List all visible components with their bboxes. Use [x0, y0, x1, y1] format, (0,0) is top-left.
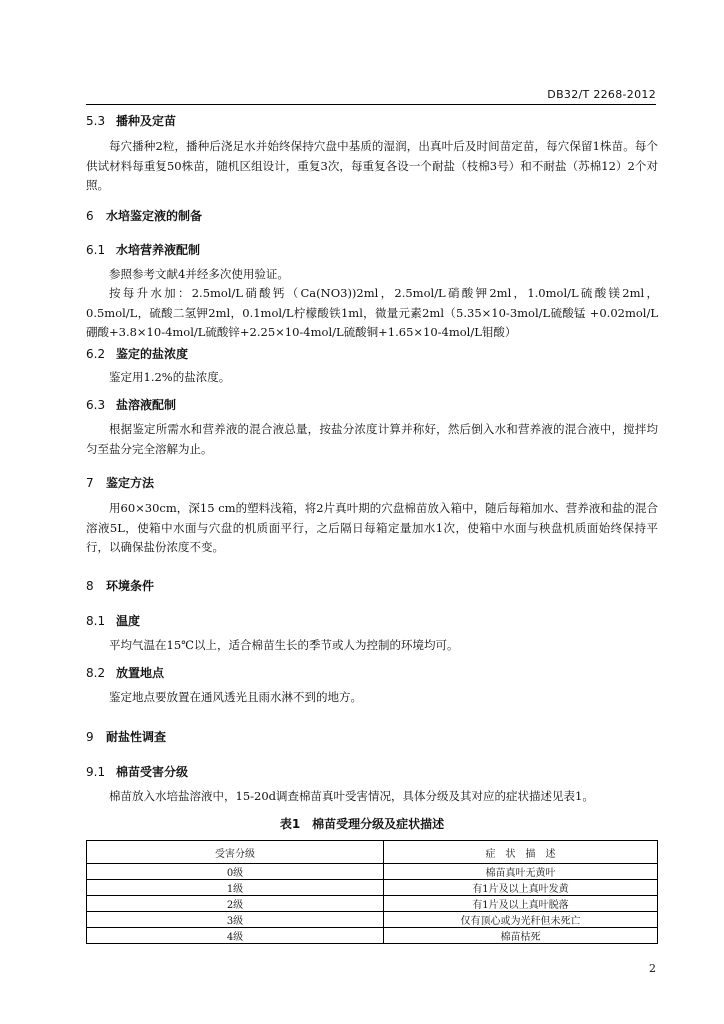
heading-number: 9: [86, 730, 94, 744]
table-cell: 2级: [87, 896, 384, 912]
paragraph-5-3: 每穴播种2粒，播种后浇足水并始终保持穴盘中基质的湿润，出真叶后及时间苗定苗，每穴保留1株苗。每个供试材料每重复50株苗，随机区组设计，重复3次，每重复各设一个耐盐（枝棉3号）和不耐盐（苏棉12）2个对照。: [86, 139, 658, 192]
table-row: [87, 880, 658, 896]
heading-number: 8: [86, 579, 94, 593]
heading-title: 播种及定苗: [116, 114, 177, 128]
heading-title: 鉴定方法: [106, 476, 155, 490]
heading-number: 8.2: [86, 666, 106, 680]
damage-grading-table: [86, 840, 658, 944]
table-cell: 棉苗枯死: [384, 928, 658, 944]
heading-8: [86, 577, 154, 594]
heading-title: 盐溶液配制: [116, 398, 177, 412]
table-header-cell: 症 状 描 述: [384, 841, 658, 864]
table-header-row: [87, 841, 658, 864]
heading-number: 6.1: [86, 243, 106, 257]
heading-5-3: [86, 112, 176, 129]
paragraph-6-3: 根据鉴定所需水和营养液的混合液总量，按盐分浓度计算并称好，然后倒入水和营养液的混合液中，搅拌均匀至盐分完全溶解为止。: [86, 422, 658, 456]
heading-number: 9.1: [86, 765, 106, 779]
heading-number: 6: [86, 209, 94, 223]
paragraph-6-1-b: 按每升水加：2.5mol/L硝酸钙（Ca(NO3))2ml，2.5mol/L硝酸钾2ml，1.0mol/L硫酸镁2ml，0.5mol/L，硫酸二氢钾2ml，0.1mol/L柠檬酸铁1ml，微量元素2ml（5.35×10-3mol/L硫酸锰 +0.02mol/L硼酸+3.8×10-4mol/L硫酸锌+2.25×10-4mol/L硫酸铜+1.65×10-4mol/L钼酸）: [86, 286, 658, 339]
heading-title: 放置地点: [116, 666, 165, 680]
heading-6-2: [86, 345, 188, 362]
table-row: [87, 896, 658, 912]
heading-title: 棉苗受害分级: [116, 765, 189, 779]
table-row: [87, 912, 658, 928]
heading-title: 鉴定的盐浓度: [116, 347, 189, 361]
heading-8-1: [86, 612, 140, 629]
paragraph-6-1-a: 参照参考文献4并经多次使用验证。: [109, 267, 289, 281]
heading-title: 环境条件: [106, 579, 155, 593]
heading-8-2: [86, 664, 164, 681]
heading-number: 8.1: [86, 614, 106, 628]
heading-6: [86, 207, 202, 224]
table-cell: 0级: [87, 864, 384, 880]
page-number: 2: [649, 962, 656, 975]
table-row: [87, 928, 658, 944]
paragraph-7: 用60×30cm，深15 cm的塑料浅箱，将2片真叶期的穴盘棉苗放入箱中，随后每箱加水、营养液和盐的混合溶液5L，使箱中水面与穴盘的机质面平行，之后隔日每箱定量加水1次，使箱中水面与秧盘机质面始终保持平行，以确保盐份浓度不变。: [86, 501, 658, 554]
table-row: [87, 864, 658, 880]
heading-9: [86, 728, 166, 745]
paragraph-8-2: 鉴定地点要放置在通风透光且雨水淋不到的地方。: [109, 690, 362, 704]
table-cell: 4级: [87, 928, 384, 944]
heading-6-3: [86, 396, 176, 413]
header-divider: [86, 104, 656, 105]
table-cell: 仅有顶心或为光秆但未死亡: [384, 912, 658, 928]
paragraph-8-1: 平均气温在15℃以上，适合棉苗生长的季节或人为控制的环境均可。: [109, 638, 459, 652]
table-cell: 1级: [87, 880, 384, 896]
table-cell: 3级: [87, 912, 384, 928]
heading-number: 7: [86, 476, 94, 490]
heading-title: 温度: [116, 614, 141, 628]
paragraph-6-2: 鉴定用1.2%的盐浓度。: [109, 370, 231, 384]
paragraph-9-1: 棉苗放入水培盐溶液中，15-20d调查棉苗真叶受害情况，具体分级及其对应的症状描述见表1。: [109, 789, 594, 803]
heading-number: 5.3: [86, 114, 106, 128]
heading-7: [86, 474, 154, 491]
table-cell: 有1片及以上真叶发黄: [384, 880, 658, 896]
heading-number: 6.2: [86, 347, 106, 361]
heading-number: 6.3: [86, 398, 106, 412]
table-caption: 表1 棉苗受理分级及症状描述: [279, 817, 445, 831]
heading-6-1: [86, 241, 200, 258]
table-header-cell: 受害分级: [87, 841, 384, 864]
heading-title: 水培鉴定液的制备: [106, 209, 203, 223]
heading-title: 耐盐性调查: [106, 730, 167, 744]
table-cell: 棉苗真叶无黄叶: [384, 864, 658, 880]
table-cell: 有1片及以上真叶脱落: [384, 896, 658, 912]
heading-9-1: [86, 763, 188, 780]
heading-title: 水培营养液配制: [116, 243, 201, 257]
standard-code: DB32/T 2268-2012: [547, 88, 656, 101]
